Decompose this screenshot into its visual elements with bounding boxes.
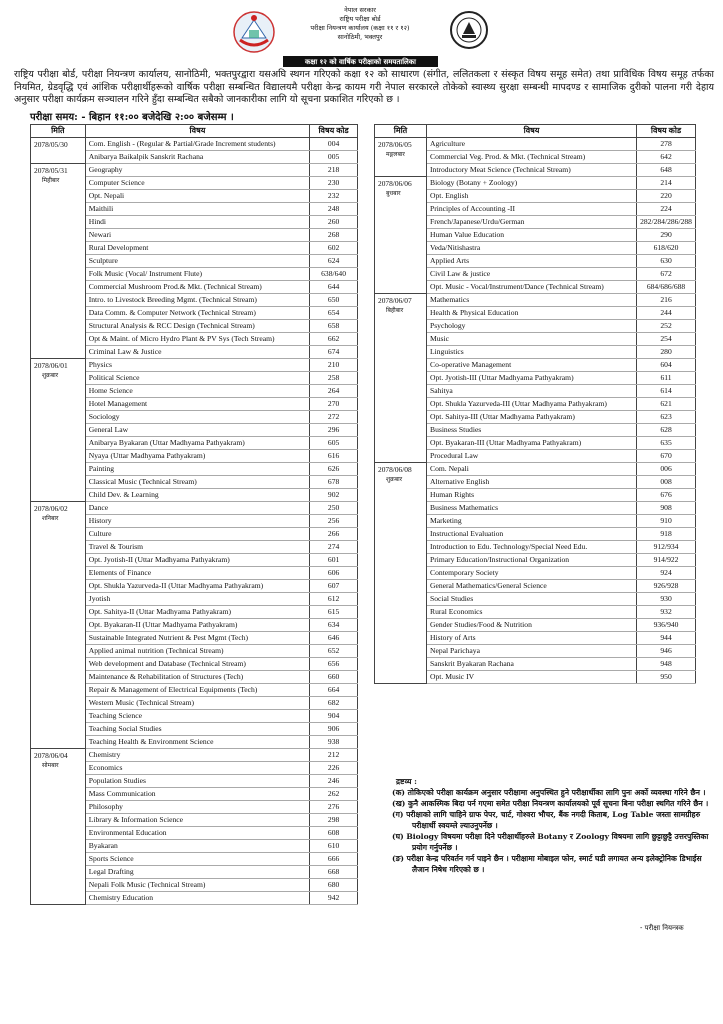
subject-code-cell: 601 [310,554,358,567]
subject-code-cell: 607 [310,580,358,593]
subject-code-cell: 246 [310,775,358,788]
date-cell [31,749,86,905]
date-cell [375,177,427,294]
subject-code-cell: 680 [310,879,358,892]
subject-cell: Folk Music (Vocal/ Instrument Flute) [85,268,309,281]
date-cell [31,138,86,164]
subject-cell: Opt. Byakaran-II (Uttar Madhyama Pathyakram) [85,619,309,632]
subject-cell: Opt. Jyotish-III (Uttar Madhyama Pathyakram) [427,372,637,385]
subject-code-cell: 924 [637,567,696,580]
table-row [31,138,358,151]
subject-cell: Maithili [85,203,309,216]
subject-code-cell: 232 [310,190,358,203]
exam-date: 2078/05/30 [34,140,68,149]
subject-code-cell: 264 [310,385,358,398]
subject-cell: Rural Development [85,242,309,255]
subject-code-cell: 926/928 [637,580,696,593]
note-item: (क) तोकिएको परीक्षा कार्यक्रम अनुसार परीक्षामा अनुपस्थित हुने परीक्षार्थीका लागि पुनः अर्को व्यवस्था गरिने छैन । [392,788,706,797]
subject-cell: Sanskrit Byakaran Rachana [427,658,637,671]
subject-cell: Sports Science [85,853,309,866]
col-code-header: विषय कोड [637,125,696,138]
notes-title: द्रष्टव्य : [396,777,417,786]
subject-code-cell: 676 [637,489,696,502]
subject-cell: Physics [85,359,309,372]
subject-cell: Political Science [85,372,309,385]
subject-code-cell: 268 [310,229,358,242]
subject-cell: Teaching Social Studies [85,723,309,736]
subject-code-cell: 656 [310,658,358,671]
subject-cell: Opt. Nepali [85,190,309,203]
subject-code-cell: 646 [310,632,358,645]
subject-cell: Classical Music (Technical Stream) [85,476,309,489]
subject-code-cell: 614 [637,385,696,398]
subject-cell: Com. Nepali [427,463,637,476]
col-code-header: विषय कोड [310,125,358,138]
subject-cell: Opt. Shukla Yazurveda-II (Uttar Madhyama Pathyakram) [85,580,309,593]
subject-code-cell: 290 [637,229,696,242]
subject-code-cell: 280 [637,346,696,359]
col-subject-header: विषय [427,125,637,138]
subject-code-cell: 006 [637,463,696,476]
subject-cell: Nepali Folk Music (Technical Stream) [85,879,309,892]
subject-cell: Biology (Botany + Zoology) [427,177,637,190]
subject-cell: Human Rights [427,489,637,502]
subject-cell: Hindi [85,216,309,229]
subject-cell: Applied Arts [427,255,637,268]
date-cell [31,164,86,359]
notice-intro: राष्ट्रिय परीक्षा बोर्ड, परीक्षा नियन्त्रण कार्यालय, सानोठिमी, भक्तपुरद्वारा यसअघि स्थगन गरिएको कक्षा १२ को साधारण (संगीत, ललितकला र संस्कृत विषय समूह समेत) तथा प्राविधिक विषय समूह तर्फका नियमित, ग्रेडवृद्धि एवं आंशिक परीक्षार्थीहरूको वार्षिक परीक्षा सम्बन्धित विद्यालयमै परीक्षा केन्द्र कायम गरी नेपाल सरकारले तोकेको स्वास्थ्य सुरक्षा सम्बन्धी मापदण्ड र सामाजिक दुरीको पालना गरी देहाय अनुसार परीक्षा कार्यक्रम सञ्चालन गरिने हुँदा सम्बन्धित सबैको जानकारीका लागि यो सूचना प्रकाशित गरिएको छ । [14,69,714,105]
subject-cell: Web development and Database (Technical Stream) [85,658,309,671]
subject-code-cell: 635 [637,437,696,450]
subject-code-cell: 606 [310,567,358,580]
subject-code-cell: 250 [310,502,358,515]
subject-cell: Environmental Education [85,827,309,840]
header-line3: परीक्षा नियन्त्रण कार्यालय (कक्षा ११ र १२) [310,24,410,32]
subject-cell: Sahitya [427,385,637,398]
subject-cell: Legal Drafting [85,866,309,879]
subject-code-cell: 938 [310,736,358,749]
table-row [31,749,358,762]
subject-code-cell: 908 [637,502,696,515]
subject-cell: Psychology [427,320,637,333]
subject-cell: Computer Science [85,177,309,190]
subject-code-cell: 950 [637,671,696,684]
subject-code-cell: 666 [310,853,358,866]
subject-code-cell: 258 [310,372,358,385]
subject-cell: French/Japanese/Urdu/German [427,216,637,229]
subject-code-cell: 658 [310,320,358,333]
subject-cell: Repair & Management of Electrical Equipments (Tech) [85,684,309,697]
subject-cell: Sociology [85,411,309,424]
subject-cell: Opt. Sahitya-II (Uttar Madhyama Pathyakram) [85,606,309,619]
subject-code-cell: 616 [310,450,358,463]
subject-cell: Byakaran [85,840,309,853]
subject-code-cell: 224 [637,203,696,216]
exam-day: शुक्रबार [42,373,59,379]
subject-code-cell: 004 [310,138,358,151]
subject-cell: Teaching Science [85,710,309,723]
subject-code-cell: 252 [637,320,696,333]
subject-code-cell: 942 [310,892,358,905]
subject-code-cell: 248 [310,203,358,216]
table-header-row [31,125,358,138]
schedule-banner: कक्षा १२ को वार्षिक परीक्षाको समयतालिका [283,56,438,67]
subject-cell: Hotel Management [85,398,309,411]
subject-code-cell: 214 [637,177,696,190]
subject-code-cell: 638/640 [310,268,358,281]
subject-cell: Commercial Veg. Prod. & Mkt. (Technical Stream) [427,151,637,164]
subject-cell: Nyaya (Uttar Madhyama Pathyakram) [85,450,309,463]
subject-code-cell: 674 [310,346,358,359]
notes-section [392,776,710,875]
subject-cell: Opt & Maint. of Micro Hydro Plant & PV Sys (Tech Stream) [85,333,309,346]
subject-code-cell: 218 [310,164,358,177]
subject-code-cell: 623 [637,411,696,424]
subject-code-cell: 266 [310,528,358,541]
subject-code-cell: 654 [310,307,358,320]
table-row [31,359,358,372]
subject-cell: Maintenance & Rehabilitation of Structures (Tech) [85,671,309,684]
col-date-header: मिति [375,125,427,138]
subject-cell: Sustainable Integrated Nutrient & Pest Mgmt (Tech) [85,632,309,645]
subject-code-cell: 605 [310,437,358,450]
subject-code-cell: 230 [310,177,358,190]
subject-cell: Business Mathematics [427,502,637,515]
subject-cell: Instructional Evaluation [427,528,637,541]
subject-code-cell: 948 [637,658,696,671]
subject-cell: Western Music (Technical Stream) [85,697,309,710]
subject-code-cell: 612 [310,593,358,606]
subject-cell: Intro. to Livestock Breeding Mgmt. (Technical Stream) [85,294,309,307]
exam-date: 2078/06/06 [378,179,412,188]
table-row [31,164,358,177]
exam-day: शुक्रबार [386,477,403,483]
table-row [375,177,696,190]
signature: - परीक्षा नियन्त्रक [640,924,684,932]
col-subject-header: विषय [85,125,309,138]
subject-code-cell: 650 [310,294,358,307]
subject-cell: History [85,515,309,528]
subject-code-cell: 262 [310,788,358,801]
subject-code-cell: 644 [310,281,358,294]
subject-code-cell: 930 [637,593,696,606]
subject-code-cell: 624 [310,255,358,268]
exam-day: शनिबार [42,516,59,522]
subject-cell: Travel & Tourism [85,541,309,554]
subject-cell: Nepal Parichaya [427,645,637,658]
date-cell [375,463,427,684]
subject-code-cell: 611 [637,372,696,385]
subject-code-cell: 282/284/286/288 [637,216,696,229]
col-date-header: मिति [31,125,86,138]
exam-day: बिहीबार [386,308,404,314]
subject-cell: Library & Information Science [85,814,309,827]
subject-cell: Geography [85,164,309,177]
subject-code-cell: 272 [310,411,358,424]
subject-cell: Elements of Finance [85,567,309,580]
subject-cell: Criminal Law & Justice [85,346,309,359]
subject-code-cell: 298 [310,814,358,827]
subject-code-cell: 260 [310,216,358,229]
subject-cell: Newari [85,229,309,242]
header-line4: सानोठिमी, भक्तपुर [337,33,383,41]
date-cell [31,502,86,749]
subject-cell: Chemistry Education [85,892,309,905]
subject-code-cell: 684/686/688 [637,281,696,294]
subject-code-cell: 244 [637,307,696,320]
subject-code-cell: 621 [637,398,696,411]
subject-code-cell: 918 [637,528,696,541]
subject-code-cell: 904 [310,710,358,723]
subject-cell: Gender Studies/Food & Nutrition [427,619,637,632]
nepal-emblem-icon [232,10,276,54]
table-row [375,138,696,151]
date-cell [375,138,427,177]
exam-day: सोमबार [42,763,59,769]
subject-cell: Procedural Law [427,450,637,463]
subject-code-cell: 678 [310,476,358,489]
letterhead-text [280,6,440,42]
exam-board-seal-icon [449,10,489,50]
exam-date: 2078/05/31 [34,166,68,175]
subject-cell: Culture [85,528,309,541]
date-cell [31,359,86,502]
subject-code-cell: 936/940 [637,619,696,632]
subject-cell: Contemporary Society [427,567,637,580]
subject-cell: Opt. Byakaran-III (Uttar Madhyama Pathyakram) [427,437,637,450]
subject-cell: Commercial Mushroom Prod.& Mkt. (Technical Stream) [85,281,309,294]
subject-code-cell: 226 [310,762,358,775]
subject-cell: Home Science [85,385,309,398]
subject-code-cell: 902 [310,489,358,502]
subject-cell: Introduction to Edu. Technology/Special Need Edu. [427,541,637,554]
subject-cell: Com. English - (Regular & Partial/Grade Increment students) [85,138,309,151]
subject-cell: Mass Communication [85,788,309,801]
subject-code-cell: 278 [637,138,696,151]
exam-day: मङ्गलबार [386,152,405,158]
exam-date: 2078/06/02 [34,504,68,513]
subject-cell: Social Studies [427,593,637,606]
subject-code-cell: 652 [310,645,358,658]
subject-code-cell: 615 [310,606,358,619]
schedule-table-left [30,124,358,905]
subject-cell: Primary Education/Instructional Organization [427,554,637,567]
note-item: (ख) कुनै आकस्मिक बिदा पर्न गएमा समेत परीक्षा नियन्त्रण कार्यालयको पूर्व सूचना बिना परीक्षा स्थगित गरिने छैन । [392,799,709,808]
subject-code-cell: 914/922 [637,554,696,567]
subject-code-cell: 946 [637,645,696,658]
subject-cell: Civil Law & justice [427,268,637,281]
subject-code-cell: 274 [310,541,358,554]
subject-code-cell: 270 [310,398,358,411]
subject-cell: Applied animal nutrition (Technical Stream) [85,645,309,658]
subject-code-cell: 212 [310,749,358,762]
subject-code-cell: 254 [637,333,696,346]
subject-cell: Music [427,333,637,346]
note-item: (ग) परीक्षाको लागि चाहिने ग्राफ पेपर, चार्ट, गोश्वरा भौचर, बैंक नगदी किताब, Log Table जस्ता सामग्रीहरु परीक्षार्थी स्वयम्ले ल्याउनुपर्नेछ । [392,810,701,830]
subject-cell: Principles of Accounting -II [427,203,637,216]
subject-code-cell: 296 [310,424,358,437]
subject-code-cell: 662 [310,333,358,346]
subject-code-cell: 256 [310,515,358,528]
schedule-table-right [374,124,696,684]
date-cell [375,294,427,463]
subject-cell: Sculpture [85,255,309,268]
subject-cell: Jyotish [85,593,309,606]
subject-cell: Linguistics [427,346,637,359]
subject-cell: Anibarya Baikalpik Sanskrit Rachana [85,151,309,164]
subject-cell: Co-operative Management [427,359,637,372]
subject-code-cell: 005 [310,151,358,164]
subject-code-cell: 642 [637,151,696,164]
subject-code-cell: 664 [310,684,358,697]
subject-code-cell: 604 [637,359,696,372]
header-line2: राष्ट्रिय परीक्षा बोर्ड [339,15,381,23]
note-item: (ङ) परीक्षा केन्द्र परिवर्तन गर्न पाइने छैन । परीक्षामा मोबाइल फोन, स्मार्ट घडी लगायत अन्य इलेक्ट्रोनिक डिभाईस लैजान निषेध गरिएको छ । [392,854,702,874]
subject-code-cell: 906 [310,723,358,736]
exam-time: परीक्षा समय: - बिहान ११:०० बजेदेखि २:०० बजेसम्म । [30,112,234,123]
subject-cell: Opt. Music - Vocal/Instrument/Dance (Technical Stream) [427,281,637,294]
subject-code-cell: 608 [310,827,358,840]
subject-code-cell: 648 [637,164,696,177]
subject-cell: Veda/Nitishastra [427,242,637,255]
subject-code-cell: 660 [310,671,358,684]
subject-cell: Child Dev. & Learning [85,489,309,502]
subject-code-cell: 668 [310,866,358,879]
exam-day: बुधबार [386,191,401,197]
subject-cell: Dance [85,502,309,515]
subject-cell: Anibarya Byakaran (Uttar Madhyama Pathyakram) [85,437,309,450]
subject-cell: Rural Economics [427,606,637,619]
subject-code-cell: 618/620 [637,242,696,255]
subject-cell: General Law [85,424,309,437]
subject-cell: Opt. Shukla Yazurveda-III (Uttar Madhyama Pathyakram) [427,398,637,411]
subject-cell: Chemistry [85,749,309,762]
subject-code-cell: 008 [637,476,696,489]
exam-date: 2078/06/04 [34,751,68,760]
subject-cell: Alternative English [427,476,637,489]
exam-day: मिहीबार [42,178,60,184]
exam-date: 2078/06/08 [378,465,412,474]
subject-cell: Opt. Music IV [427,671,637,684]
subject-code-cell: 216 [637,294,696,307]
subject-code-cell: 220 [637,190,696,203]
subject-cell: Population Studies [85,775,309,788]
subject-cell: Opt. English [427,190,637,203]
subject-cell: Human Value Education [427,229,637,242]
subject-cell: Painting [85,463,309,476]
subject-code-cell: 912/934 [637,541,696,554]
exam-date: 2078/06/05 [378,140,412,149]
subject-code-cell: 672 [637,268,696,281]
subject-cell: Data Comm. & Computer Network (Technical Stream) [85,307,309,320]
subject-cell: General Mathematics/General Science [427,580,637,593]
subject-code-cell: 610 [310,840,358,853]
subject-cell: Agriculture [427,138,637,151]
subject-cell: Marketing [427,515,637,528]
subject-code-cell: 630 [637,255,696,268]
table-header-row [375,125,696,138]
subject-cell: Philosophy [85,801,309,814]
subject-cell: History of Arts [427,632,637,645]
subject-cell: Economics [85,762,309,775]
subject-cell: Opt. Jyotish-II (Uttar Madhyama Pathyakram) [85,554,309,567]
subject-code-cell: 210 [310,359,358,372]
subject-cell: Introductory Meat Science (Technical Stream) [427,164,637,177]
table-row [375,294,696,307]
note-item: (घ) Biology विषयमा परीक्षा दिने परीक्षार्थीहरुले Botany र Zoology विषयमा लागि छुट्टाछुट्टै उत्तरपुस्तिका प्रयोग गर्नुपर्नेछ । [392,832,709,852]
subject-cell: Teaching Health & Environment Science [85,736,309,749]
subject-cell: Opt. Sahitya-III (Uttar Madhyama Pathyakram) [427,411,637,424]
subject-code-cell: 602 [310,242,358,255]
subject-cell: Health & Physical Education [427,307,637,320]
subject-cell: Business Studies [427,424,637,437]
subject-code-cell: 628 [637,424,696,437]
exam-date: 2078/06/07 [378,296,412,305]
subject-code-cell: 910 [637,515,696,528]
exam-date: 2078/06/01 [34,361,68,370]
subject-code-cell: 634 [310,619,358,632]
subject-cell: Mathematics [427,294,637,307]
subject-code-cell: 682 [310,697,358,710]
header-line1: नेपाल सरकार [344,6,376,14]
subject-code-cell: 626 [310,463,358,476]
table-row [31,502,358,515]
subject-code-cell: 670 [637,450,696,463]
table-row [375,463,696,476]
subject-cell: Structural Analysis & RCC Design (Technical Stream) [85,320,309,333]
subject-code-cell: 944 [637,632,696,645]
subject-code-cell: 932 [637,606,696,619]
subject-code-cell: 276 [310,801,358,814]
